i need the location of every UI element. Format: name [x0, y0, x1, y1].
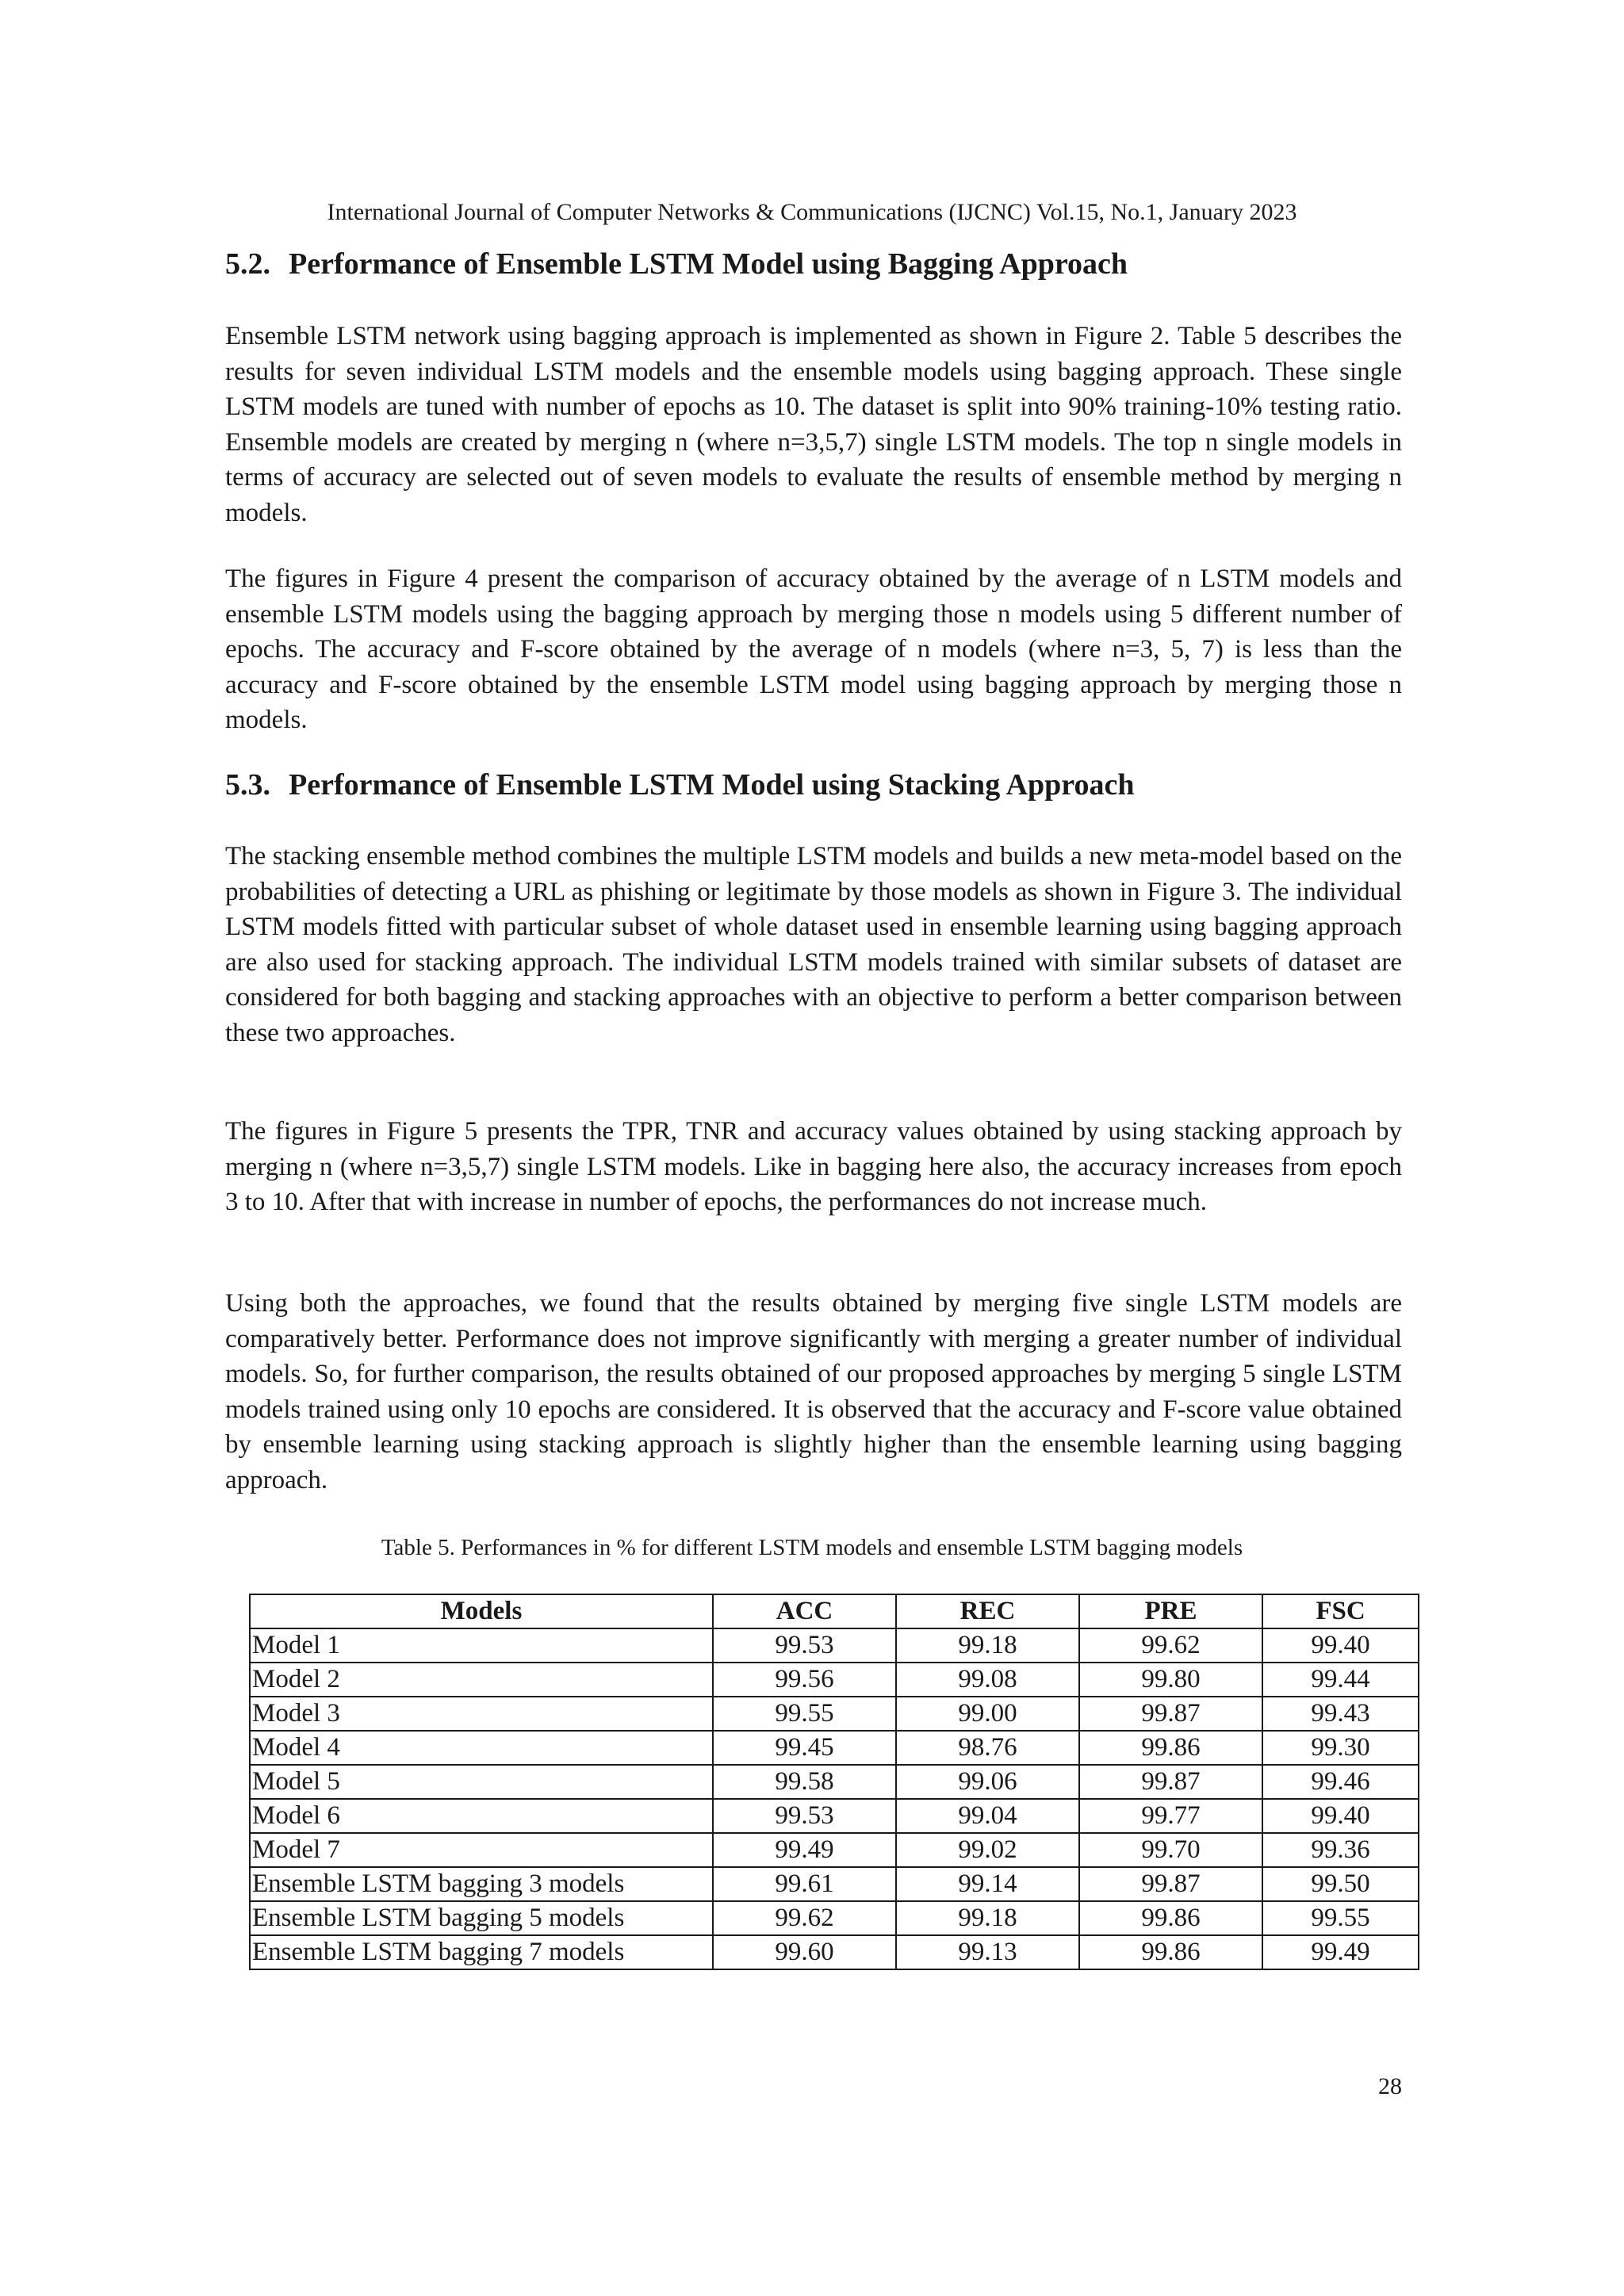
paragraph-stacking-results: The figures in Figure 5 presents the TPR, TNR and accuracy values obtained by using stacking approach by merging n (where n=3,5,7) single LSTM models. Like in bagging here also, the accuracy increases from epoch 3 to 10. After that with increase in number of epochs, the performances do not increase much. — [225, 1117, 1402, 1217]
fsc-cell: 99.40 — [1262, 1628, 1419, 1663]
results-table — [249, 1594, 1419, 1970]
rec-cell: 99.04 — [896, 1799, 1079, 1833]
pre-cell: 99.86 — [1079, 1901, 1262, 1935]
acc-cell: 99.55 — [713, 1697, 896, 1731]
table-row — [250, 1833, 1419, 1867]
table-row — [250, 1867, 1419, 1901]
column-header: Models — [250, 1594, 713, 1628]
rec-cell: 99.18 — [896, 1901, 1079, 1935]
fsc-cell: 99.36 — [1262, 1833, 1419, 1867]
pre-cell: 99.80 — [1079, 1663, 1262, 1697]
table-row — [250, 1663, 1419, 1697]
page-number: 28 — [1378, 2073, 1402, 2099]
paragraph-comparison: Using both the approaches, we found that the results obtained by merging five single LSTM models are comparatively better. Performance does not improve significantly with merging a greater number of individual models. So, for further comparison, the results obtained of our proposed approaches by merging 5 single LSTM models trained using only 10 epochs are considered. It is observed that the accuracy and F-score value obtained by ensemble learning using stacking approach is slightly higher than the ensemble learning using bagging approach. — [225, 1289, 1402, 1494]
section-number: 5.3. — [225, 768, 270, 802]
acc-cell: 99.56 — [713, 1663, 896, 1697]
pre-cell: 99.62 — [1079, 1628, 1262, 1663]
acc-cell: 99.53 — [713, 1799, 896, 1833]
table-row — [250, 1901, 1419, 1935]
paragraph-bagging-results: The figures in Figure 4 present the comparison of accuracy obtained by the average of n LSTM models and ensemble LSTM models using the bagging approach by merging those n models using 5 different number of epochs. The accuracy and F-score obtained by the average of n models (where n=3, 5, 7) is less than the accuracy and F-score obtained by the ensemble LSTM model using bagging approach by merging those n models. — [225, 564, 1402, 735]
paragraph-stacking-method: The stacking ensemble method combines the multiple LSTM models and builds a new meta-model based on the probabilities of detecting a URL as phishing or legitimate by those models as shown in Figure 3. The individual LSTM models fitted with particular subset of whole dataset used in ensemble learning using bagging approach are also used for stacking approach. The individual LSTM models trained with similar subsets of dataset are considered for both bagging and stacking approaches with an objective to perform a better comparison between these two approaches. — [225, 842, 1402, 1047]
table-row — [250, 1935, 1419, 1969]
table-row — [250, 1799, 1419, 1833]
table-row — [250, 1697, 1419, 1731]
fsc-cell: 99.43 — [1262, 1697, 1419, 1731]
fsc-cell: 99.40 — [1262, 1799, 1419, 1833]
model-name-cell: Ensemble LSTM bagging 7 models — [250, 1935, 713, 1969]
table-row — [250, 1731, 1419, 1765]
section-heading-5-3 — [225, 765, 1415, 805]
column-header: FSC — [1262, 1594, 1419, 1628]
table-caption: Table 5. Performances in % for different LSTM models and ensemble LSTM bagging models — [381, 1535, 1243, 1560]
column-header: ACC — [713, 1594, 896, 1628]
acc-cell: 99.45 — [713, 1731, 896, 1765]
pre-cell: 99.77 — [1079, 1799, 1262, 1833]
model-name-cell: Model 2 — [250, 1663, 713, 1697]
acc-cell: 99.61 — [713, 1867, 896, 1901]
acc-cell: 99.49 — [713, 1833, 896, 1867]
rec-cell: 99.00 — [896, 1697, 1079, 1731]
model-name-cell: Ensemble LSTM bagging 3 models — [250, 1867, 713, 1901]
fsc-cell: 99.50 — [1262, 1867, 1419, 1901]
section-heading-5-2 — [225, 244, 1415, 284]
rec-cell: 99.14 — [896, 1867, 1079, 1901]
rec-cell: 99.02 — [896, 1833, 1079, 1867]
acc-cell: 99.53 — [713, 1628, 896, 1663]
pre-cell: 99.87 — [1079, 1697, 1262, 1731]
acc-cell: 99.60 — [713, 1935, 896, 1969]
section-title: Performance of Ensemble LSTM Model using Bagging Approach — [289, 247, 1128, 281]
rec-cell: 99.13 — [896, 1935, 1079, 1969]
rec-cell: 99.08 — [896, 1663, 1079, 1697]
fsc-cell: 99.46 — [1262, 1765, 1419, 1799]
pre-cell: 99.86 — [1079, 1935, 1262, 1969]
model-name-cell: Ensemble LSTM bagging 5 models — [250, 1901, 713, 1935]
fsc-cell: 99.30 — [1262, 1731, 1419, 1765]
model-name-cell: Model 7 — [250, 1833, 713, 1867]
journal-header: International Journal of Computer Networks & Communications (IJCNC) Vol.15, No.1, January 2023 — [327, 199, 1297, 225]
fsc-cell: 99.55 — [1262, 1901, 1419, 1935]
table-row — [250, 1765, 1419, 1799]
model-name-cell: Model 6 — [250, 1799, 713, 1833]
model-name-cell: Model 3 — [250, 1697, 713, 1731]
column-header: REC — [896, 1594, 1079, 1628]
acc-cell: 99.58 — [713, 1765, 896, 1799]
rec-cell: 98.76 — [896, 1731, 1079, 1765]
pre-cell: 99.70 — [1079, 1833, 1262, 1867]
acc-cell: 99.62 — [713, 1901, 896, 1935]
fsc-cell: 99.44 — [1262, 1663, 1419, 1697]
column-header: PRE — [1079, 1594, 1262, 1628]
rec-cell: 99.18 — [896, 1628, 1079, 1663]
pre-cell: 99.87 — [1079, 1867, 1262, 1901]
section-number: 5.2. — [225, 247, 270, 281]
paragraph-bagging-setup: Ensemble LSTM network using bagging approach is implemented as shown in Figure 2. Table 5 describes the results for seven individual LSTM models and the ensemble models using bagging approach. These single LSTM models are tuned with number of epochs as 10. The dataset is split into 90% training-10% testing ratio. Ensemble models are created by merging n (where n=3,5,7) single LSTM models. The top n single models in terms of accuracy are selected out of seven models to evaluate the results of ensemble method by merging n models. — [225, 322, 1402, 527]
model-name-cell: Model 4 — [250, 1731, 713, 1765]
model-name-cell: Model 1 — [250, 1628, 713, 1663]
model-name-cell: Model 5 — [250, 1765, 713, 1799]
table-row — [250, 1628, 1419, 1663]
section-title: Performance of Ensemble LSTM Model using Stacking Approach — [289, 768, 1135, 802]
fsc-cell: 99.49 — [1262, 1935, 1419, 1969]
pre-cell: 99.87 — [1079, 1765, 1262, 1799]
table-header-row — [250, 1594, 1419, 1628]
rec-cell: 99.06 — [896, 1765, 1079, 1799]
pre-cell: 99.86 — [1079, 1731, 1262, 1765]
